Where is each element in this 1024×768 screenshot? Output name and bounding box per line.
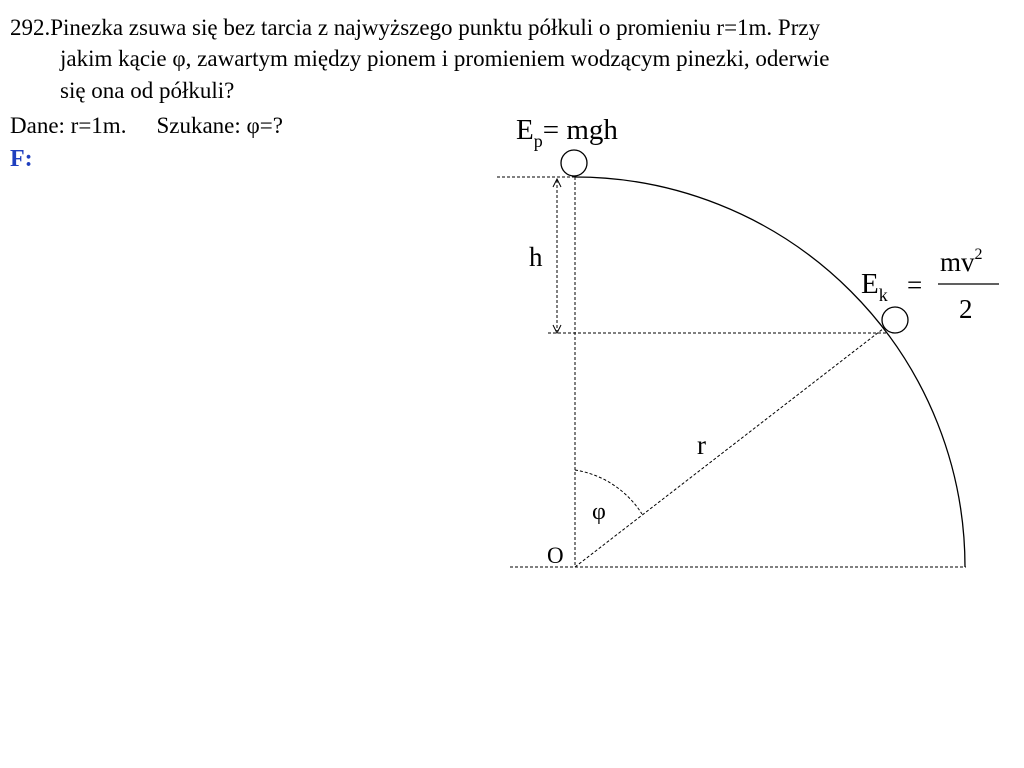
h-label: h [529, 242, 543, 272]
ep-label: $E_p=$ mgh [516, 114, 618, 151]
r-label: r [697, 430, 706, 460]
hemisphere-arc [575, 177, 965, 567]
sought-data: Szukane: φ=? [156, 113, 283, 138]
pin-top-circle [561, 150, 587, 176]
ek-equals: = [907, 270, 923, 300]
problem-text-3: się ona od półkuli? [60, 78, 235, 103]
phi-angle-arc [575, 470, 642, 514]
problem-number: 292. [10, 15, 51, 40]
pin-side-circle [882, 307, 908, 333]
ek-denominator: 2 [959, 294, 973, 324]
ek-label: $E_k$ [861, 268, 888, 305]
problem-text-1: Pinezka zsuwa się bez tarcia z najwyższego punktu półkuli o promieniu r=1m. Przy [50, 15, 821, 40]
origin-label: O [547, 543, 564, 568]
section-label-f: F: [10, 146, 33, 172]
ek-numerator: $mv^2$ [940, 246, 983, 277]
phi-label: φ [592, 499, 606, 525]
radius-line [575, 325, 888, 567]
given-data: Dane: r=1m. [10, 113, 127, 138]
problem-text-2: jakim kącie φ, zawartym między pionem i promieniem wodzącym pinezki, oderwie [60, 46, 830, 71]
